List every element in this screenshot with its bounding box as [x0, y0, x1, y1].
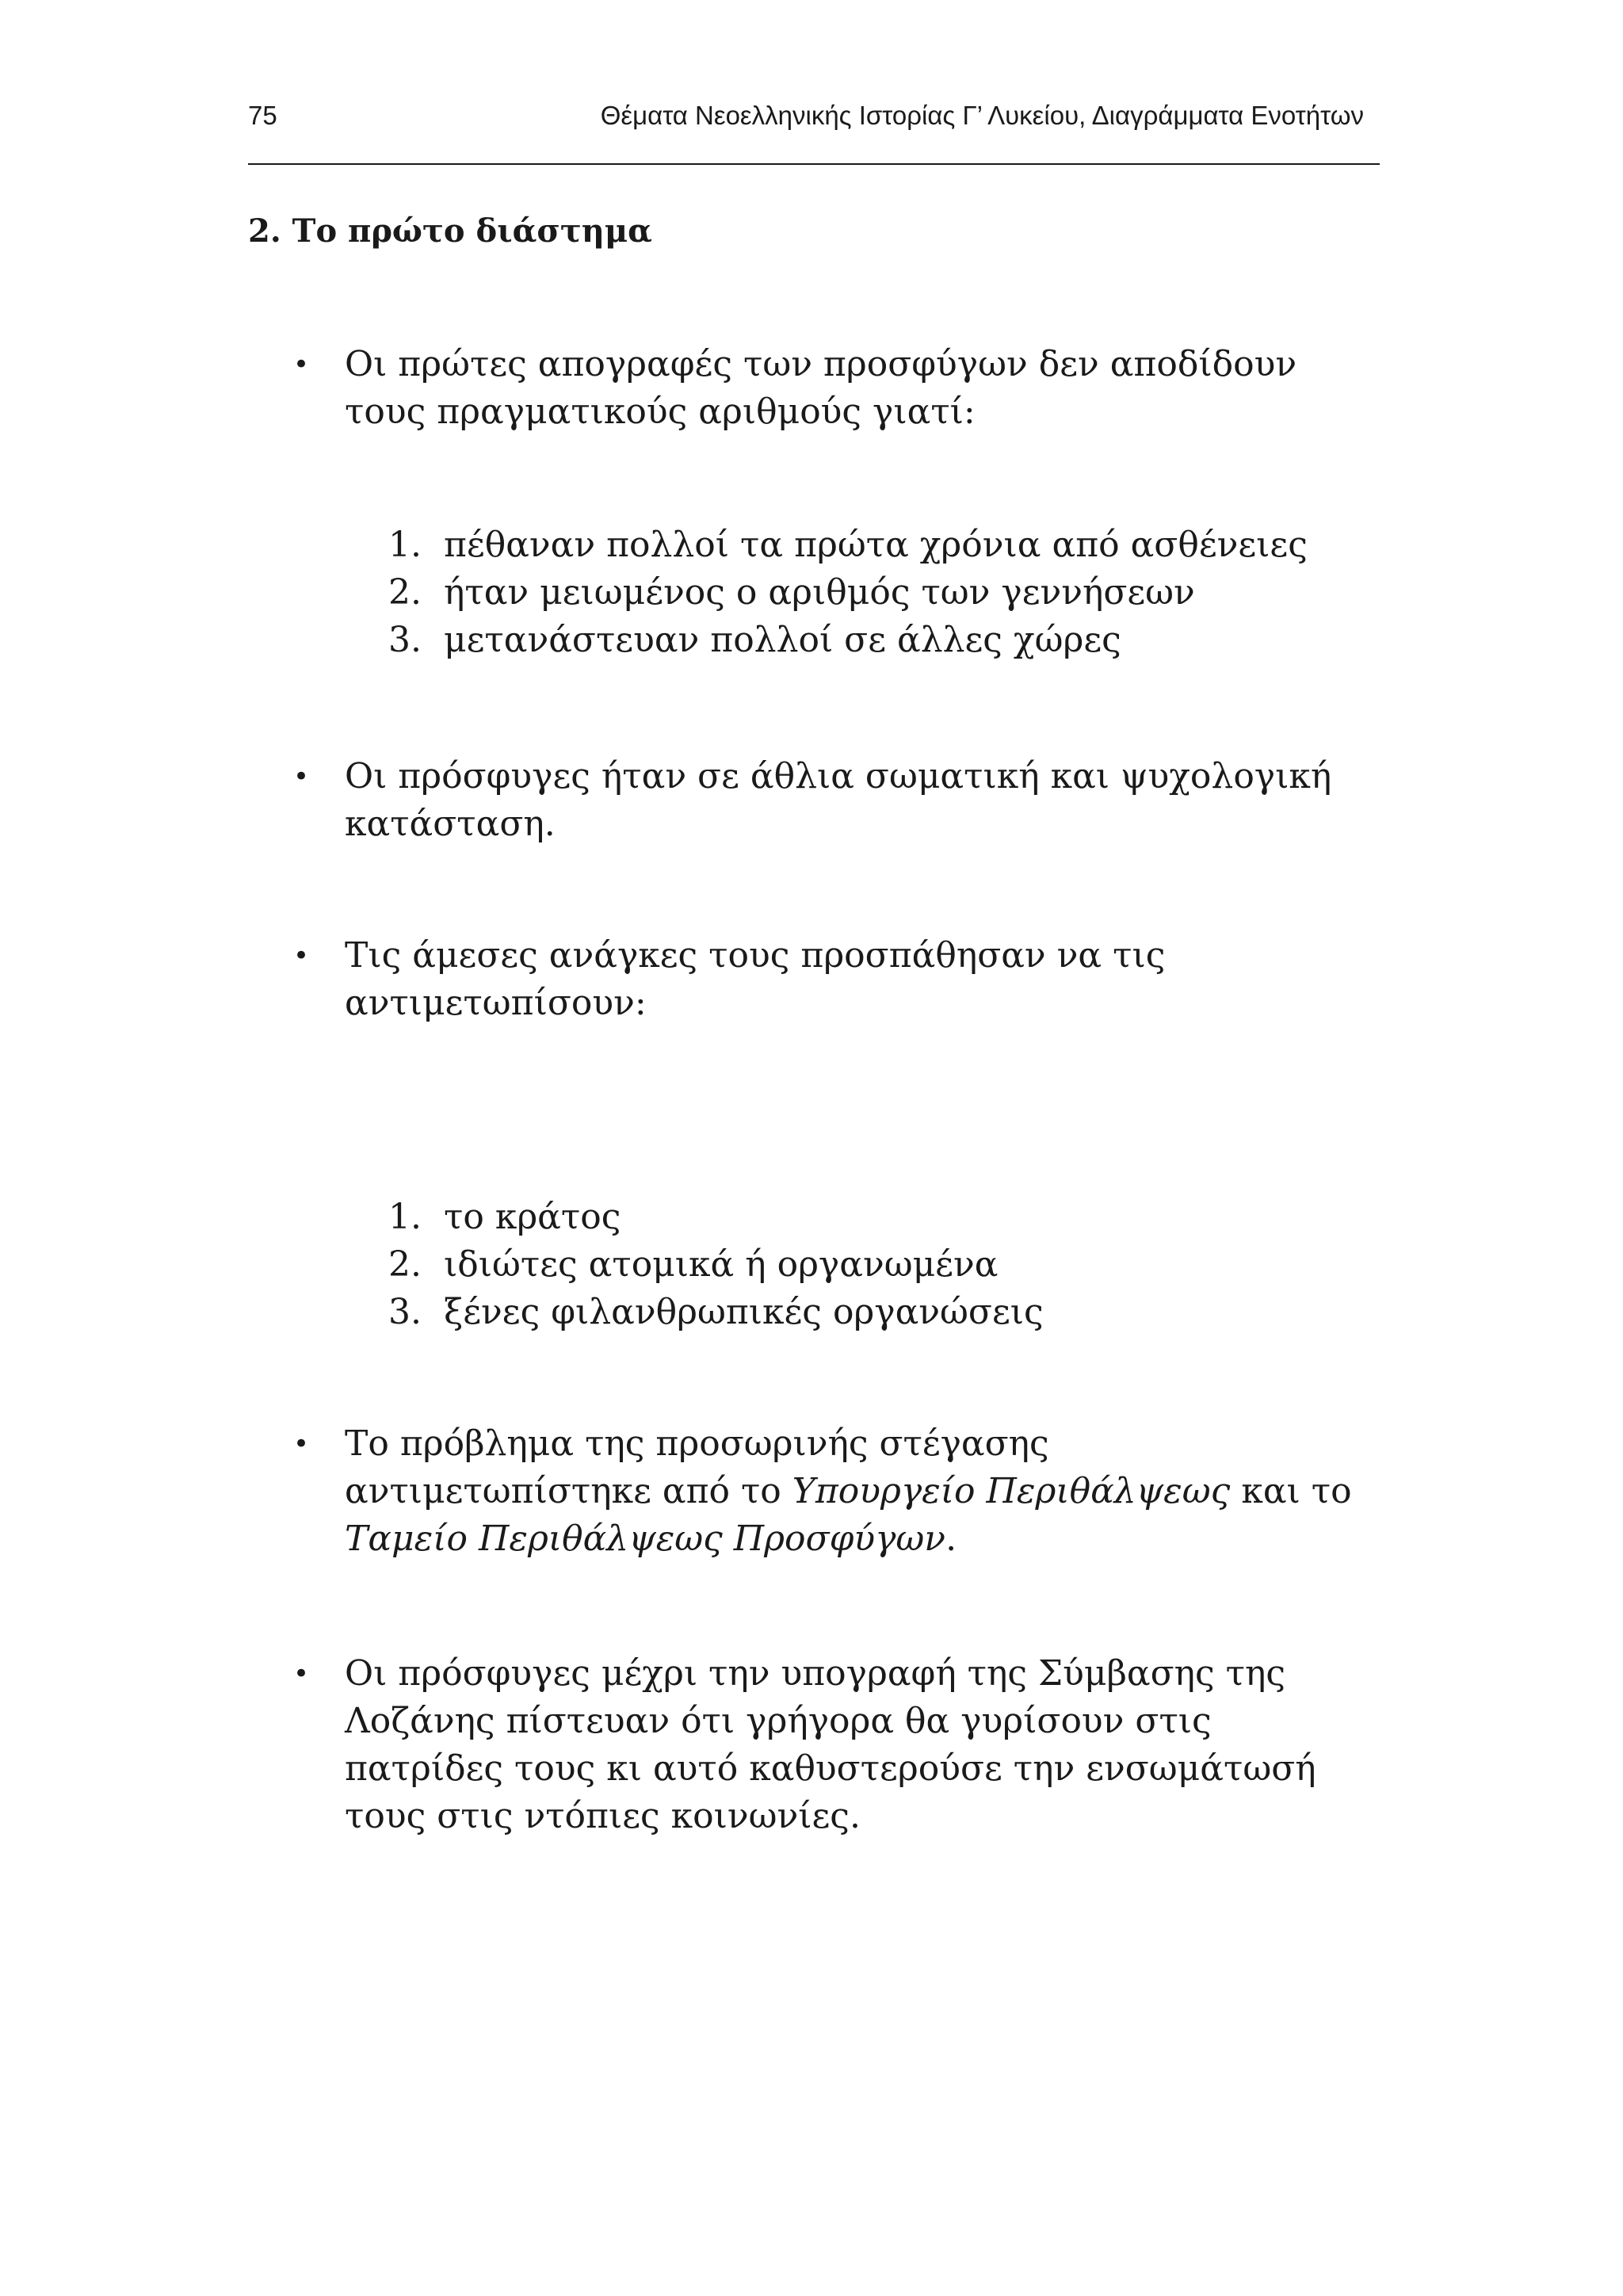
bullet-text-part: Το πρόβλημα της προσωρινής στέγασης αντιμετωπίστηκε από το: [345, 1423, 1049, 1511]
bullet-item-housing: [293, 1420, 1355, 1563]
bullet-text: Τις άμεσες ανάγκες τους προσπάθησαν να τις αντιμετωπίσουν:: [345, 935, 1166, 1023]
ministry-name: Υπουργείο Περιθάλψεως: [792, 1471, 1231, 1511]
list-item: [388, 617, 1308, 664]
list-item: [388, 1241, 1044, 1289]
list-item: [388, 521, 1308, 569]
numbered-list-reasons: [388, 521, 1308, 664]
bullet-icon: •: [293, 1658, 310, 1690]
bullet-text: [345, 1420, 1355, 1563]
bullet-item-integration: [293, 1650, 1355, 1840]
list-item-text: το κράτος: [444, 1197, 621, 1237]
bullet-text-part: .: [945, 1519, 957, 1559]
header-divider: [248, 163, 1380, 165]
list-item: [388, 1289, 1044, 1336]
list-item-text: μετανάστευαν πολλοί σε άλλες χώρες: [444, 620, 1121, 660]
list-item-text: πέθαναν πολλοί τα πρώτα χρόνια από ασθένειες: [444, 525, 1308, 565]
bullet-icon: •: [293, 761, 310, 793]
list-item: [388, 569, 1308, 617]
list-number: 3.: [388, 620, 422, 660]
fund-name: Ταμείο Περιθάλψεως Προσφύγων: [345, 1519, 946, 1559]
bullet-item-needs: [293, 932, 1355, 1027]
page-header: [248, 97, 1380, 135]
list-item-text: ήταν μειωμένος ο αριθμός των γεννήσεων: [444, 572, 1195, 613]
list-item: [388, 1194, 1044, 1241]
bullet-text-part: και το: [1230, 1471, 1352, 1511]
list-number: 2.: [388, 1244, 422, 1285]
list-number: 1.: [388, 525, 422, 565]
bullet-icon: •: [293, 349, 310, 380]
bullet-item-condition: [293, 753, 1355, 848]
bullet-icon: •: [293, 940, 310, 972]
bullet-text: Οι πρόσφυγες ήταν σε άθλια σωματική και ψυχολογική κατάσταση.: [345, 756, 1332, 844]
running-title: Θέματα Νεοελληνικής Ιστορίας Γ’ Λυκείου, Διαγράμματα Ενοτήτων: [600, 101, 1364, 130]
list-item-text: ιδιώτες ατομικά ή οργανωμένα: [444, 1244, 999, 1285]
section-heading: 2. Το πρώτο διάστημα: [248, 212, 652, 250]
bullet-item-census: [293, 341, 1355, 436]
numbered-list-helpers: [388, 1194, 1044, 1336]
page-number: 75: [248, 101, 277, 130]
list-number: 3.: [388, 1292, 422, 1332]
list-item-text: ξένες φιλανθρωπικές οργανώσεις: [444, 1292, 1044, 1332]
bullet-text: Οι πρώτες απογραφές των προσφύγων δεν αποδίδουν τους πραγματικούς αριθμούς γιατί:: [345, 344, 1297, 432]
list-number: 2.: [388, 572, 422, 613]
bullet-icon: •: [293, 1428, 310, 1460]
list-number: 1.: [388, 1197, 422, 1237]
bullet-text: Οι πρόσφυγες μέχρι την υπογραφή της Σύμβασης της Λοζάνης πίστευαν ότι γρήγορα θα γυρίσουν στις πατρίδες τους κι αυτό καθυστερούσε την ενσωμάτωσή τους στις ντόπιες κοινωνίες.: [345, 1653, 1316, 1836]
